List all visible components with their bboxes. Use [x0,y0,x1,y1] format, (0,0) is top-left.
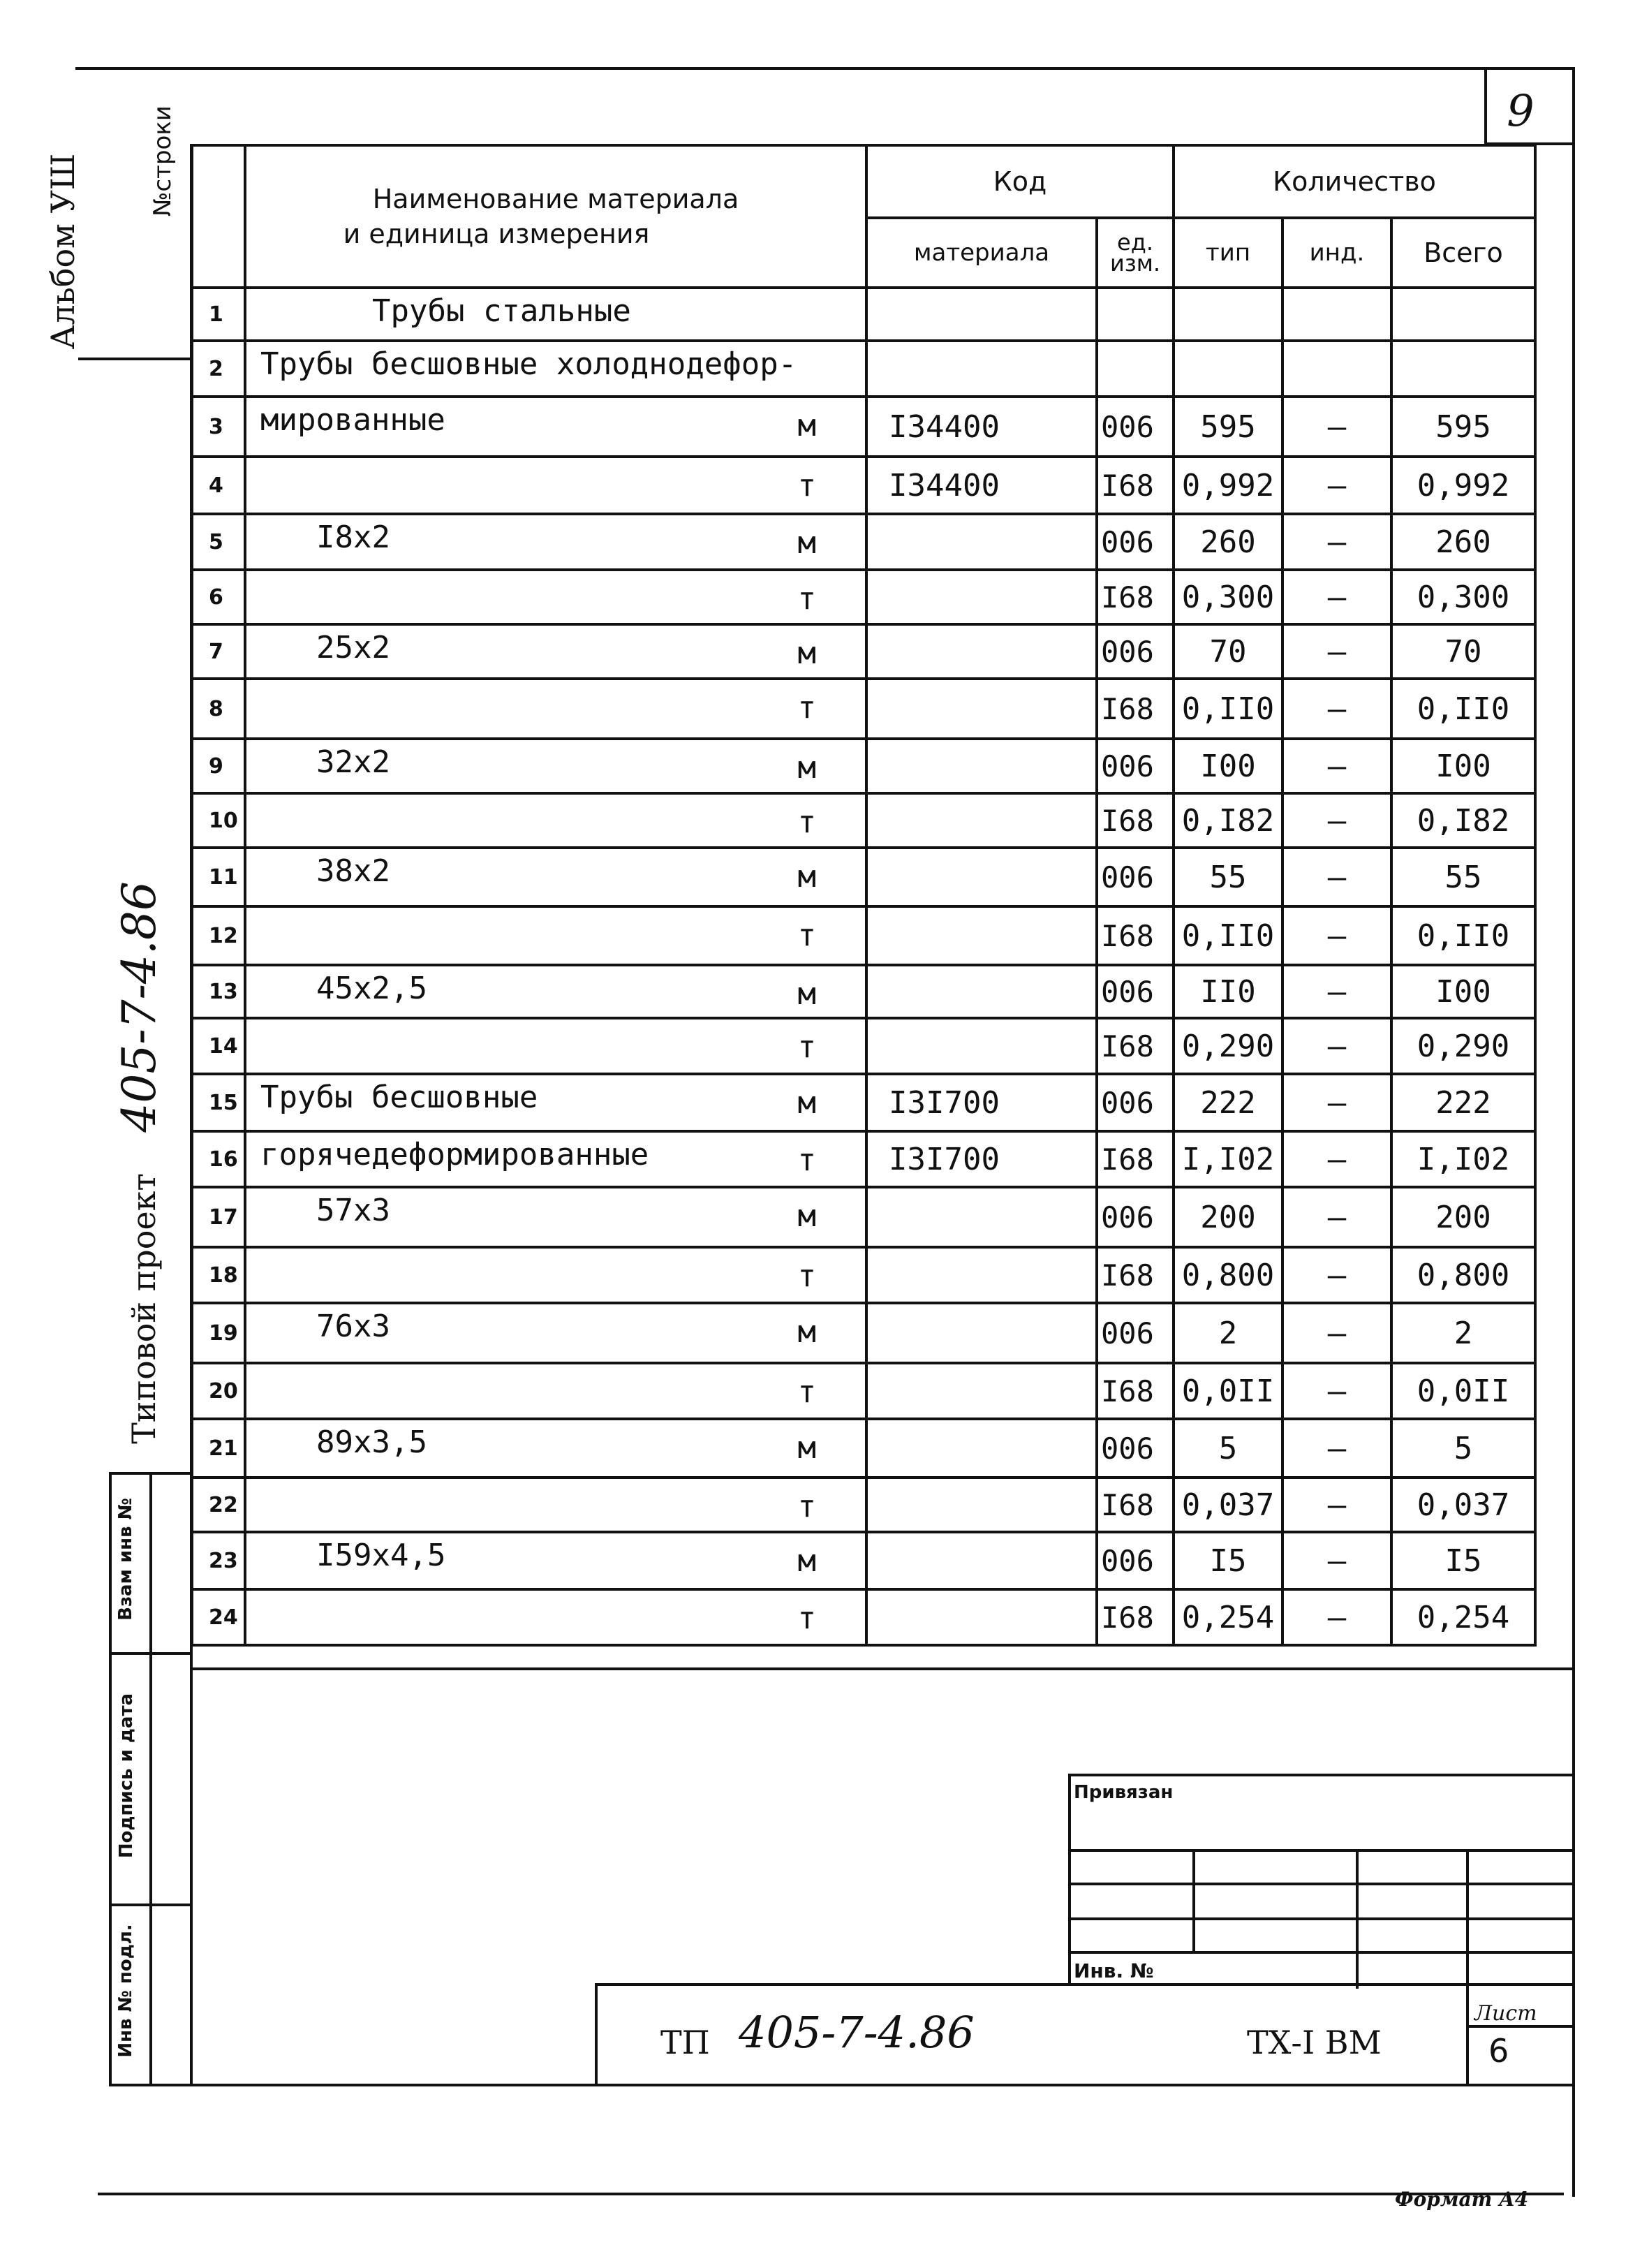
material-code [866,1589,1097,1645]
material-name-cell [245,965,866,1018]
unit-of-measure: м [797,408,816,443]
unit-of-measure: м [797,635,816,671]
qty-total: 5 [1391,1419,1535,1478]
sheet-label: Лист [1474,2001,1537,2026]
material-code [866,739,1097,793]
table-row [192,1532,1535,1589]
row-number: 19 [192,1303,245,1363]
qty-type: 0,0II [1174,1363,1282,1419]
frame-bottom-line [109,2084,1575,2086]
material-name: I59x4,5 [316,1538,446,1573]
unit-of-measure: м [797,525,816,561]
qty-ind: – [1282,848,1391,906]
header-qty-total: Всего [1391,218,1535,288]
unit-of-measure: м [797,1085,816,1121]
sheet-page-number: 6 [1488,2032,1509,2070]
qty-ind: – [1282,457,1391,514]
row-number: 4 [192,457,245,514]
table-row [192,1074,1535,1131]
unit-code: I68 [1097,679,1174,739]
unit-code: I68 [1097,793,1174,848]
table-row [192,1131,1535,1187]
material-code [866,570,1097,624]
stamp-top-line [109,1472,193,1475]
qty-ind: – [1282,397,1391,457]
row-number: 23 [192,1532,245,1589]
stamp-signature-date: Подпись и дата [116,1693,137,1859]
qty-ind: – [1282,570,1391,624]
bottom-page-line [98,2193,1564,2195]
qty-type: I5 [1174,1532,1282,1589]
qty-type [1174,341,1282,397]
row-number: 11 [192,848,245,906]
material-code [866,793,1097,848]
qty-ind: – [1282,1131,1391,1187]
material-code [866,1532,1097,1589]
qty-ind: – [1282,1532,1391,1589]
row-number: 17 [192,1187,245,1247]
table-row [192,1187,1535,1247]
unit-code: I68 [1097,1247,1174,1303]
qty-ind [1282,341,1391,397]
material-name: Трубы стальные [372,293,631,329]
unit-of-measure: т [797,1258,816,1294]
unit-code: 006 [1097,514,1174,570]
main-stamp-top-line [595,1983,1575,1986]
qty-ind: – [1282,1247,1391,1303]
material-name: 57x3 [316,1193,390,1228]
table-row [192,457,1535,514]
qty-ind: – [1282,514,1391,570]
qty-total: 2 [1391,1303,1535,1363]
title-block-row-3 [1068,1917,1575,1920]
unit-of-measure: т [797,804,816,840]
header-code: Код [866,145,1174,218]
tp-label: ТП [660,2024,710,2061]
qty-ind: – [1282,793,1391,848]
unit-code: I68 [1097,1478,1174,1532]
header-row-number: №строки [192,145,245,288]
row-number: 14 [192,1018,245,1074]
material-code [866,906,1097,965]
album-label: Альбом УШ [44,153,82,350]
material-name: Трубы бесшовные холоднодефор- [260,346,797,382]
header-name-line2: и единица измерения [343,219,650,249]
row-number: 10 [192,793,245,848]
material-name-cell [245,1247,866,1303]
qty-type: 595 [1174,397,1282,457]
unit-code: 006 [1097,1187,1174,1247]
unit-code: I68 [1097,457,1174,514]
material-code [866,514,1097,570]
unit-code: I68 [1097,570,1174,624]
material-name-cell [245,1419,866,1478]
qty-type: 0,037 [1174,1478,1282,1532]
qty-total: 0,254 [1391,1589,1535,1645]
title-block-row-2 [1068,1883,1575,1885]
qty-total: I00 [1391,739,1535,793]
approved-label: Привязан [1074,1782,1174,1803]
row-number: 21 [192,1419,245,1478]
material-code: I3I700 [866,1131,1097,1187]
qty-type: 5 [1174,1419,1282,1478]
table-row [192,1018,1535,1074]
qty-ind: – [1282,1187,1391,1247]
qty-type: 0,290 [1174,1018,1282,1074]
unit-code: 006 [1097,739,1174,793]
qty-total: 55 [1391,848,1535,906]
qty-total: 0,I82 [1391,793,1535,848]
qty-type: 200 [1174,1187,1282,1247]
title-block-col-3 [1466,1849,1469,2086]
table-row [192,341,1535,397]
material-name-cell [245,906,866,965]
material-name: 76x3 [316,1309,390,1344]
row-number: 22 [192,1478,245,1532]
material-name: 89x3,5 [316,1424,427,1460]
unit-code: 006 [1097,965,1174,1018]
table-row [192,679,1535,739]
row-number: 7 [192,624,245,679]
qty-total [1391,288,1535,341]
material-code [866,1187,1097,1247]
title-block-col-2 [1356,1849,1359,1989]
material-name-cell [245,570,866,624]
material-name-cell [245,739,866,793]
unit-code: 006 [1097,1419,1174,1478]
unit-of-measure: т [797,1142,816,1178]
material-code [866,1478,1097,1532]
table-row [192,397,1535,457]
qty-ind: – [1282,965,1391,1018]
title-block-row-4 [1068,1951,1575,1954]
unit-of-measure: м [797,859,816,894]
unit-code: 006 [1097,1303,1174,1363]
row-number: 5 [192,514,245,570]
qty-type [1174,288,1282,341]
qty-type: 0,II0 [1174,679,1282,739]
header-quantity: Количество [1174,145,1535,218]
material-name-cell [245,1018,866,1074]
material-code [866,341,1097,397]
qty-type: 0,992 [1174,457,1282,514]
qty-type: 0,I82 [1174,793,1282,848]
qty-ind: – [1282,1074,1391,1131]
material-name-cell [245,514,866,570]
qty-ind: – [1282,1303,1391,1363]
table-row [192,1589,1535,1645]
table-row [192,514,1535,570]
qty-total: 0,300 [1391,570,1535,624]
material-code [866,1018,1097,1074]
header-code-unit: ед. изм. [1097,218,1174,288]
unit-code: 006 [1097,1074,1174,1131]
material-name-cell [245,1478,866,1532]
material-name: горячедеформированные [260,1137,649,1172]
material-name: 32x2 [316,744,390,780]
material-name-cell [245,457,866,514]
project-label [108,855,171,1470]
header-name-line1: Наименование материала [372,184,739,214]
qty-type: 260 [1174,514,1282,570]
qty-total: 0,0II [1391,1363,1535,1419]
qty-type: 0,800 [1174,1247,1282,1303]
qty-type: I,I02 [1174,1131,1282,1187]
unit-of-measure: т [797,690,816,726]
stamp-divider-2 [109,1904,193,1906]
qty-total: I5 [1391,1532,1535,1589]
qty-ind: – [1282,1478,1391,1532]
material-name: Трубы бесшовные [260,1080,538,1115]
unit-of-measure: м [797,1198,816,1234]
qty-type: 0,254 [1174,1589,1282,1645]
unit-code: I68 [1097,1018,1174,1074]
stamp-replace-inv: Взам инв № [115,1498,136,1621]
content-bottom-line [190,1667,1575,1670]
material-name-cell [245,848,866,906]
qty-total: 0,II0 [1391,906,1535,965]
material-name-cell [245,1074,866,1131]
qty-ind: – [1282,679,1391,739]
qty-total: 0,290 [1391,1018,1535,1074]
qty-type: 222 [1174,1074,1282,1131]
unit-of-measure: т [797,1029,816,1065]
material-name: 25x2 [316,630,390,665]
qty-type: 0,II0 [1174,906,1282,965]
table-row [192,1363,1535,1419]
stamp-divider-1 [109,1652,193,1655]
format-label: Формат А4 [1395,2188,1529,2211]
unit-of-measure: м [797,1430,816,1466]
material-name-cell [245,341,866,397]
row-number: 3 [192,397,245,457]
qty-total: 70 [1391,624,1535,679]
unit-of-measure: т [797,918,816,953]
qty-ind: – [1282,906,1391,965]
qty-type: 70 [1174,624,1282,679]
unit-code: I68 [1097,1363,1174,1419]
right-border-line [1572,67,1575,2197]
qty-total: I00 [1391,965,1535,1018]
header-qty-ind: инд. [1282,218,1391,288]
unit-of-measure: м [797,1543,816,1579]
title-block-top-line [1068,1774,1575,1776]
material-name: 45x2,5 [316,971,427,1006]
inv-number-label: Инв. № [1074,1959,1154,1982]
table-row [192,570,1535,624]
material-code [866,624,1097,679]
qty-total: 0,037 [1391,1478,1535,1532]
table-row [192,1478,1535,1532]
unit-code: 006 [1097,624,1174,679]
unit-code: 006 [1097,1532,1174,1589]
row-number: 16 [192,1131,245,1187]
header-row-1 [192,145,1535,218]
row-number: 8 [192,679,245,739]
material-code: I34400 [866,457,1097,514]
unit-of-measure: м [797,1314,816,1350]
unit-of-measure: т [797,581,816,617]
document-code: ТХ-I ВМ [1247,2024,1382,2061]
table-row [192,1419,1535,1478]
row-number: 15 [192,1074,245,1131]
material-name-cell [245,288,866,341]
material-name-cell [245,624,866,679]
row-number: 24 [192,1589,245,1645]
table-row [192,739,1535,793]
material-name-cell [245,1363,866,1419]
qty-total: 200 [1391,1187,1535,1247]
unit-of-measure: м [797,976,816,1012]
material-code [866,848,1097,906]
qty-type: 0,300 [1174,570,1282,624]
title-block-col-1 [1192,1849,1195,1954]
material-code [866,679,1097,739]
header-qty-type: тип [1174,218,1282,288]
unit-code: 006 [1097,848,1174,906]
unit-code: I68 [1097,1131,1174,1187]
material-spec-table [149,105,1537,1647]
table-row [192,288,1535,341]
qty-ind: – [1282,624,1391,679]
top-border-line [75,67,1575,70]
qty-total: 0,992 [1391,457,1535,514]
material-code [866,288,1097,341]
project-label-code: 405-7-4.86 [112,881,166,1133]
unit-code: 006 [1097,397,1174,457]
qty-total: 222 [1391,1074,1535,1131]
qty-type: 2 [1174,1303,1282,1363]
album-divider-line [78,358,193,360]
row-number: 18 [192,1247,245,1303]
qty-total: 595 [1391,397,1535,457]
stamp-outer-left-line [109,1472,112,2086]
row-number: 6 [192,570,245,624]
unit-of-measure: т [797,1374,816,1410]
qty-type: II0 [1174,965,1282,1018]
table-row [192,1303,1535,1363]
material-name-cell [245,793,866,848]
material-code: I3I700 [866,1074,1097,1131]
table-row [192,793,1535,848]
qty-ind: – [1282,1419,1391,1478]
table-row [192,848,1535,906]
table-row [192,1247,1535,1303]
qty-total: 0,800 [1391,1247,1535,1303]
material-code [866,1363,1097,1419]
stamp-inner-line [149,1472,152,2086]
qty-total: I,I02 [1391,1131,1535,1187]
material-name: мированные [260,402,445,438]
unit-code [1097,341,1174,397]
row-number: 9 [192,739,245,793]
material-name: 38x2 [316,853,390,889]
unit-of-measure: т [797,1489,816,1524]
material-name-cell [245,1532,866,1589]
qty-ind [1282,288,1391,341]
material-name-cell [245,1303,866,1363]
row-number: 20 [192,1363,245,1419]
row-number: 2 [192,341,245,397]
material-name-cell [245,397,866,457]
table-row [192,906,1535,965]
sheet-number: 9 [1507,84,1535,136]
table-row [192,624,1535,679]
project-label-prefix: Типовой проект [125,1173,163,1444]
stamp-inv-original: Инв № подл. [115,1924,136,2058]
qty-ind: – [1282,1018,1391,1074]
material-name-cell [245,679,866,739]
qty-total: 0,II0 [1391,679,1535,739]
main-stamp-left-line [595,1983,598,2086]
unit-of-measure: т [797,468,816,503]
material-code [866,965,1097,1018]
material-name-cell [245,1589,866,1645]
qty-total: 260 [1391,514,1535,570]
tp-number: 405-7-4.86 [739,2007,975,2058]
unit-code: I68 [1097,906,1174,965]
material-code [866,1303,1097,1363]
row-number: 12 [192,906,245,965]
unit-code: I68 [1097,1589,1174,1645]
material-name-cell [245,1187,866,1247]
qty-type: 55 [1174,848,1282,906]
qty-ind: – [1282,739,1391,793]
material-name-cell [245,1131,866,1187]
material-code [866,1247,1097,1303]
qty-ind: – [1282,1589,1391,1645]
title-block-row-1 [1068,1849,1575,1852]
unit-of-measure: м [797,750,816,786]
table-row [192,965,1535,1018]
header-material-name [245,145,866,288]
qty-ind: – [1282,1363,1391,1419]
unit-of-measure: т [797,1600,816,1636]
row-number: 13 [192,965,245,1018]
unit-code [1097,288,1174,341]
row-number: 1 [192,288,245,341]
header-code-material: материала [866,218,1097,288]
material-name: I8x2 [316,520,390,555]
qty-total [1391,341,1535,397]
qty-type: I00 [1174,739,1282,793]
material-code [866,1419,1097,1478]
material-code: I34400 [866,397,1097,457]
